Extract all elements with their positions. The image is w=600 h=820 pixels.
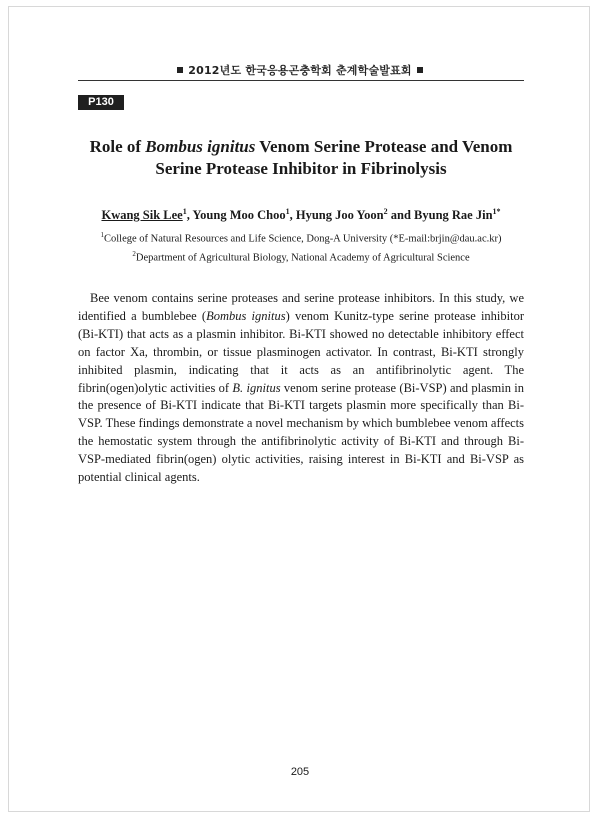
affiliations	[78, 228, 524, 265]
abstract-paragraph	[78, 290, 524, 487]
affiliation-text: College of Natural Resources and Life Science, Dong-A University (*E-mail:brjin@dau.ac.kr)	[104, 233, 502, 245]
title-part1: Role of	[89, 137, 146, 156]
author-sup: 1	[182, 207, 187, 216]
author-sup: 1	[285, 207, 290, 216]
square-bullet-icon	[177, 67, 183, 73]
author-sep: and	[387, 208, 415, 223]
abstract-text: Bee venom contains serine proteases and serine protease inhibitors. In this study, we identified a bumblebee (	[78, 291, 524, 323]
author-list	[78, 204, 524, 223]
author-name: Hyung Joo Yoon	[295, 208, 384, 223]
affiliation-line	[78, 228, 524, 247]
square-bullet-icon	[417, 67, 423, 73]
abstract-italic: Bombus ignitus	[206, 308, 286, 323]
running-header	[0, 62, 600, 78]
poster-id-badge: P130	[78, 95, 124, 110]
author-sep: ,	[186, 208, 193, 223]
author-name: Kwang Sik Lee	[101, 208, 183, 223]
header-rule	[78, 80, 524, 81]
header-text: 2012년도 한국응용곤충학회 춘계학술발표회	[188, 64, 412, 77]
author-name: Young Moo Choo	[192, 208, 286, 223]
abstract-text: venom serine protease (Bi-VSP) and plasmin in the presence of Bi-KTI indicate that Bi-KTI targets plasmin more specifically than Bi-VSP. These findings demonstrate a novel mechanism by which bumblebee venom affects the hemostatic system through the antifibrinolytic activity of Bi-KTI and through Bi-VSP-mediated fibrin(ogen) olytic activities, raising interest in Bi-KTI and Bi-VSP as potential clinical agents.	[78, 380, 525, 485]
affiliation-text: Department of Agricultural Biology, National Academy of Agricultural Science	[135, 252, 470, 263]
title-part2: Venom Serine Protease and Venom Serine Protease Inhibitor in Fibrinolysis	[155, 137, 513, 178]
affiliation-line	[78, 247, 524, 266]
author-name: Byung Rae Jin	[414, 208, 493, 223]
author-sup: 1*	[492, 207, 501, 216]
author-sup: 2	[383, 207, 388, 216]
author-sep: ,	[289, 208, 296, 223]
abstract-italic: B. ignitus	[232, 380, 281, 395]
abstract-text: ) venom Kunitz-type serine protease inhibitor (Bi-KTI) that acts as a plasmin inhibitor. Bi-KTI showed no detectable inhibitory effect on factor Xa, thrombin, or tissue plasminogen activator. In contrast, Bi-KTI strongly inhibited plasmin, indicating that it acts as an antifibrinolytic agent. The fibrin(ogen)olytic activities of	[78, 308, 525, 395]
affiliation-sup: 1	[100, 231, 105, 239]
paper-title	[78, 136, 524, 180]
affiliation-sup: 2	[132, 249, 136, 258]
page-number: 205	[290, 766, 310, 778]
title-species: Bombus ignitus	[145, 137, 256, 156]
